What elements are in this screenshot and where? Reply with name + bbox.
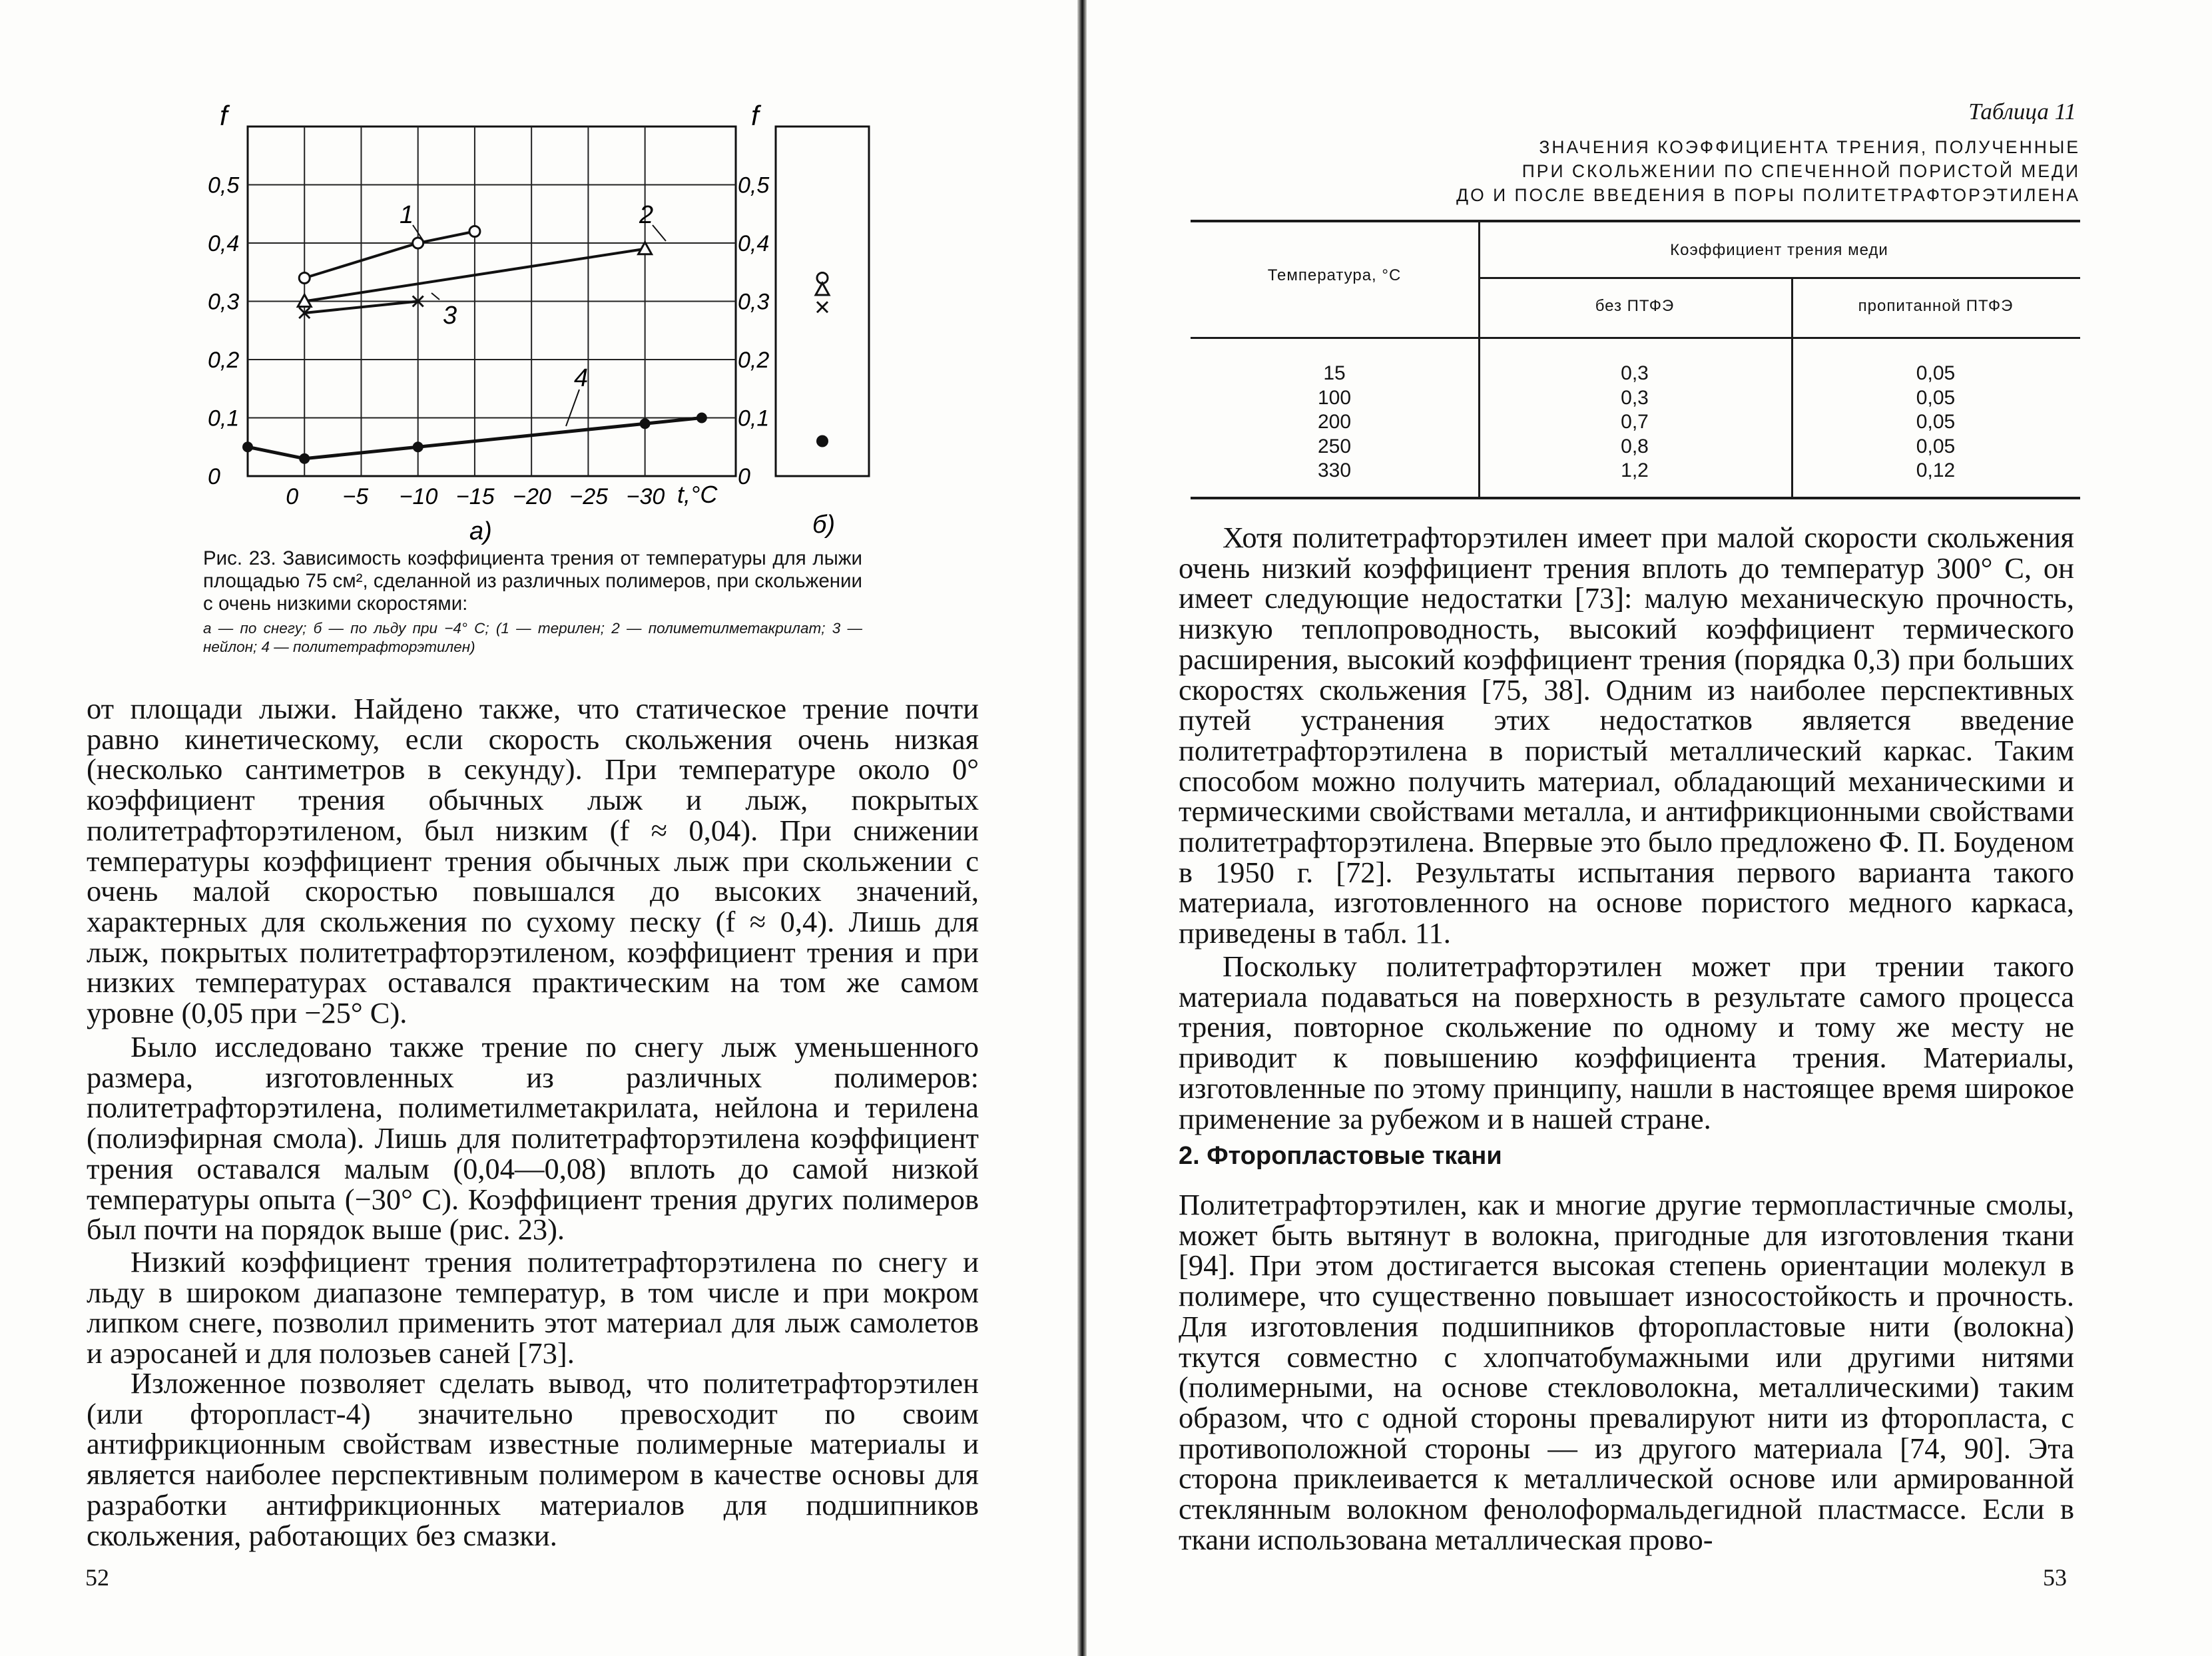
cell-without-ptfe: 1,2 — [1621, 459, 1649, 481]
cell-with-ptfe: 0,05 — [1916, 411, 1956, 433]
label-leader-4 — [566, 390, 579, 426]
y-tick-label-b: 0,5 — [738, 172, 770, 198]
column-with-ptfe — [1791, 362, 2080, 483]
x-tick-label: −10 — [399, 484, 438, 509]
curve-label-2: 2 — [639, 201, 654, 229]
panel-b-marker-triangle — [816, 283, 829, 295]
figure-23 — [0, 0, 1085, 553]
caption-legend: а — по снегу; б — по льду при −4° С; (1 — терилен; 2 — полиметилметакрилат; 3 — нейлон; 4 — политетрафторэтилен) — [203, 620, 862, 655]
table-label: Таблица 11 — [1968, 99, 2076, 125]
cell-temp: 200 — [1317, 411, 1352, 433]
marker-triangle — [639, 242, 652, 254]
page-number-right: 53 — [2043, 1564, 2067, 1591]
cell-without-ptfe: 0,3 — [1621, 362, 1649, 384]
x-tick-label: −20 — [513, 484, 551, 509]
label-leader-2 — [653, 225, 666, 241]
section-heading: 2. Фторопластовые ткани — [1179, 1142, 1502, 1170]
x-tick-label: −5 — [342, 484, 369, 509]
header-without-ptfe: без ПТФЭ — [1595, 297, 1675, 315]
marker-dot — [640, 418, 651, 429]
panel-b-marker-cross — [817, 302, 828, 312]
marker-dot — [242, 441, 253, 452]
x-tick-label: −15 — [455, 484, 495, 509]
curve-label-3: 3 — [443, 302, 457, 330]
paragraph-3: Низкий коэффициент трения политетрафторэтилена по снегу и льду в широком диапазоне температур, в том числе и при мокром липком снеге, позволил применить этот материал для лыж самолетов и аэросаней и для полозьев саней [73]. — [87, 1245, 979, 1370]
x-axis-title: t,°C — [677, 481, 718, 508]
table-title-line-3: ДО И ПОСЛЕ ВВЕДЕНИЯ В ПОРЫ ПОЛИТЕТРАФТОРЭТИЛЕНА — [1456, 185, 2080, 205]
y-tick-label-b: 0 — [738, 464, 750, 489]
header-friction-group: Коэффициент трения меди — [1670, 241, 1888, 259]
curve-1 — [304, 232, 475, 278]
y-tick-label-b: 0,2 — [738, 348, 770, 373]
marker-dot — [696, 413, 707, 423]
figure-caption — [203, 547, 862, 657]
x-tick-label: 0 — [286, 484, 299, 509]
cell-with-ptfe: 0,05 — [1916, 362, 1956, 384]
y-tick-label-a: 0,4 — [208, 231, 240, 256]
table-rule-top — [1191, 220, 2080, 222]
paragraph-7: Политетрафторэтилен, как и многие другие термопластичные смолы, может быть вытянут в волокна, пригодные для изготовления ткани [94]. При этом достигается высокая степень ориентации молекул в полимере, что существенно повышает износостойкость и прочность. Для изготовления подшипников фторопластовые нити (волокна) ткутся совместно с хлопчатобумажными или другими нитями (полимерными, на основе стекловолокна, металлическими) таким образом, что с одной стороны превалируют нити из фторопласта, с противоположной стороны — из другого материала [74, 90]. Эта сторона приклеивается к металлической основе или армированной стеклянным волокном фенолоформальдегидной пластмассе. Если в ткани использована металлическая прово- — [1179, 1188, 2074, 1556]
y-tick-label-b: 0,4 — [738, 231, 770, 256]
cell-temp: 15 — [1323, 362, 1346, 384]
marker-circle — [299, 273, 310, 284]
cell-with-ptfe: 0,05 — [1916, 386, 1956, 409]
panel-b-label: б) — [812, 511, 836, 539]
paragraph-5: Хотя политетрафторэтилен имеет при малой скорости скольжения очень низкий коэффициент трения вплоть до температур 300° С, он имеет следующие недостатки [73]: малую механическую прочность, низкую теплопроводность, высокий коэффициент термического расширения, высокий коэффициент трения (порядка 0,3) при больших скоростях скольжения [75, 38]. Одним из наиболее перспективных путей устранения этих недостатков является введение политетрафторэтилена в пористый металлический каркас. Таким способом можно получить материал, обладающий механическими и термическими свойствами металла, и антифрикционными свойствами политетрафторэтилена. Впервые это было предложено Ф. П. Боуденом в 1950 г. [72]. Результаты испытания первого варианта такого материала, изготовленного на основе пористого медного каркаса, приведены в табл. 11. — [1179, 521, 2074, 950]
table-rule-header — [1191, 337, 2080, 339]
cell-with-ptfe: 0,05 — [1916, 435, 1956, 457]
cell-without-ptfe: 0,8 — [1621, 435, 1649, 457]
label-leader-3 — [431, 293, 439, 300]
y-tick-label-a: 0,3 — [208, 289, 240, 315]
page-number-left: 52 — [85, 1564, 109, 1591]
cell-without-ptfe: 0,7 — [1621, 411, 1649, 433]
panel-a-y-title: f — [220, 100, 228, 131]
panel-b-frame — [776, 127, 869, 476]
marker-dot — [299, 453, 310, 464]
paragraph-1: от площади лыжи. Найдено также, что статическое трение почти равно кинетическому, если скорость скольжения очень низкая (несколько сантиметров в секунду). При температуре около 0° коэффициент трения обычных лыж и лыж, покрытых политетрафторэтиленом, был низким (f ≈ 0,04). При снижении температуры коэффициент трения обычных лыж при скольжении с очень малой скоростью повышался до высоких значений, характерных для скольжения по сухому песку (f ≈ 0,4). Лишь для лыж, покрытых политетрафторэтиленом, коэффициент трения и при низких температурах оставался практическим на том же самом уровне (0,05 при −25° С). — [87, 692, 979, 1030]
cell-without-ptfe: 0,3 — [1621, 386, 1649, 409]
column-temperature — [1191, 362, 1478, 483]
y-tick-label-a: 0,5 — [208, 172, 240, 198]
paragraph-6: Поскольку политетрафторэтилен может при трении такого материала подаваться на поверхность в результате самого процесса трения, повторное скольжение по одному и тому же месту не приводит к повышению коэффициента трения. Материалы, изготовленные по этому принципу, нашли в настоящее время широкое применение за рубежом и в нашей стране. — [1179, 950, 2074, 1135]
x-tick-label: −25 — [569, 484, 609, 509]
table-title-line-1: ЗНАЧЕНИЯ КОЭФФИЦИЕНТА ТРЕНИЯ, ПОЛУЧЕННЫЕ — [1539, 137, 2080, 157]
panel-b-box — [776, 127, 869, 476]
cell-temp: 100 — [1317, 386, 1352, 409]
curve-label-4: 4 — [574, 364, 589, 392]
cell-temp: 330 — [1317, 459, 1352, 481]
y-tick-label-a: 0,2 — [208, 348, 240, 373]
y-tick-label-a: 0,1 — [208, 406, 240, 431]
marker-circle — [469, 226, 480, 237]
column-without-ptfe — [1478, 362, 1791, 483]
header-temperature: Температура, °С — [1267, 266, 1402, 284]
table-rule-bottom — [1191, 497, 2080, 499]
header-with-ptfe: пропитанной ПТФЭ — [1858, 297, 2014, 315]
axis-tick-labels — [208, 173, 769, 510]
caption-main: Рис. 23. Зависимость коэффициента трения от температуры для лыжи площадью 75 см², сделанной из различных полимеров, при скольжении с очень низкими скоростями: — [203, 547, 862, 615]
table-title-line-2: ПРИ СКОЛЬЖЕНИИ ПО СПЕЧЕННОЙ ПОРИСТОЙ МЕДИ — [1521, 161, 2080, 181]
panel-a-grid — [248, 127, 736, 476]
marker-circle — [413, 238, 423, 248]
curve-label-1: 1 — [400, 201, 414, 229]
panel-b-y-title: f — [751, 100, 759, 131]
cell-with-ptfe: 0,12 — [1916, 459, 1956, 481]
y-tick-label-a: 0 — [208, 464, 220, 489]
y-tick-label-b: 0,3 — [738, 289, 770, 315]
paragraph-2: Было исследовано также трение по снегу лыж уменьшенного размера, изготовленных из различных полимеров: политетрафторэтилена, полиметилметакрилата, нейлона и терилена (полиэфирная смола). Лишь для политетрафторэтилена коэффициент трения оставался малым (0,04—0,08) вплоть до самой низкой температуры опыта (−30° С). Коэффициент трения других полимеров был почти на порядок выше (рис. 23). — [87, 1030, 979, 1246]
panel-a-label: а) — [469, 517, 492, 545]
paragraph-4: Изложенное позволяет сделать вывод, что политетрафторэтилен (или фторопласт-4) значительно превосходит по своим антифрикционным свойствам известные полимерные материалы и является наиболее перспективным полимером в качестве основы для разработки антифрикционных материалов для подшипников скольжения, работающих без смазки. — [87, 1366, 979, 1552]
table-rule-group — [1478, 277, 2080, 279]
x-tick-label: −30 — [626, 484, 665, 509]
y-tick-label-b: 0,1 — [738, 406, 770, 431]
table-11 — [1191, 220, 2080, 499]
cell-temp: 250 — [1317, 435, 1352, 457]
panel-b-marker-dot — [816, 435, 828, 447]
marker-dot — [413, 441, 423, 452]
left-page — [0, 0, 1085, 1656]
table-title — [1188, 135, 2080, 207]
